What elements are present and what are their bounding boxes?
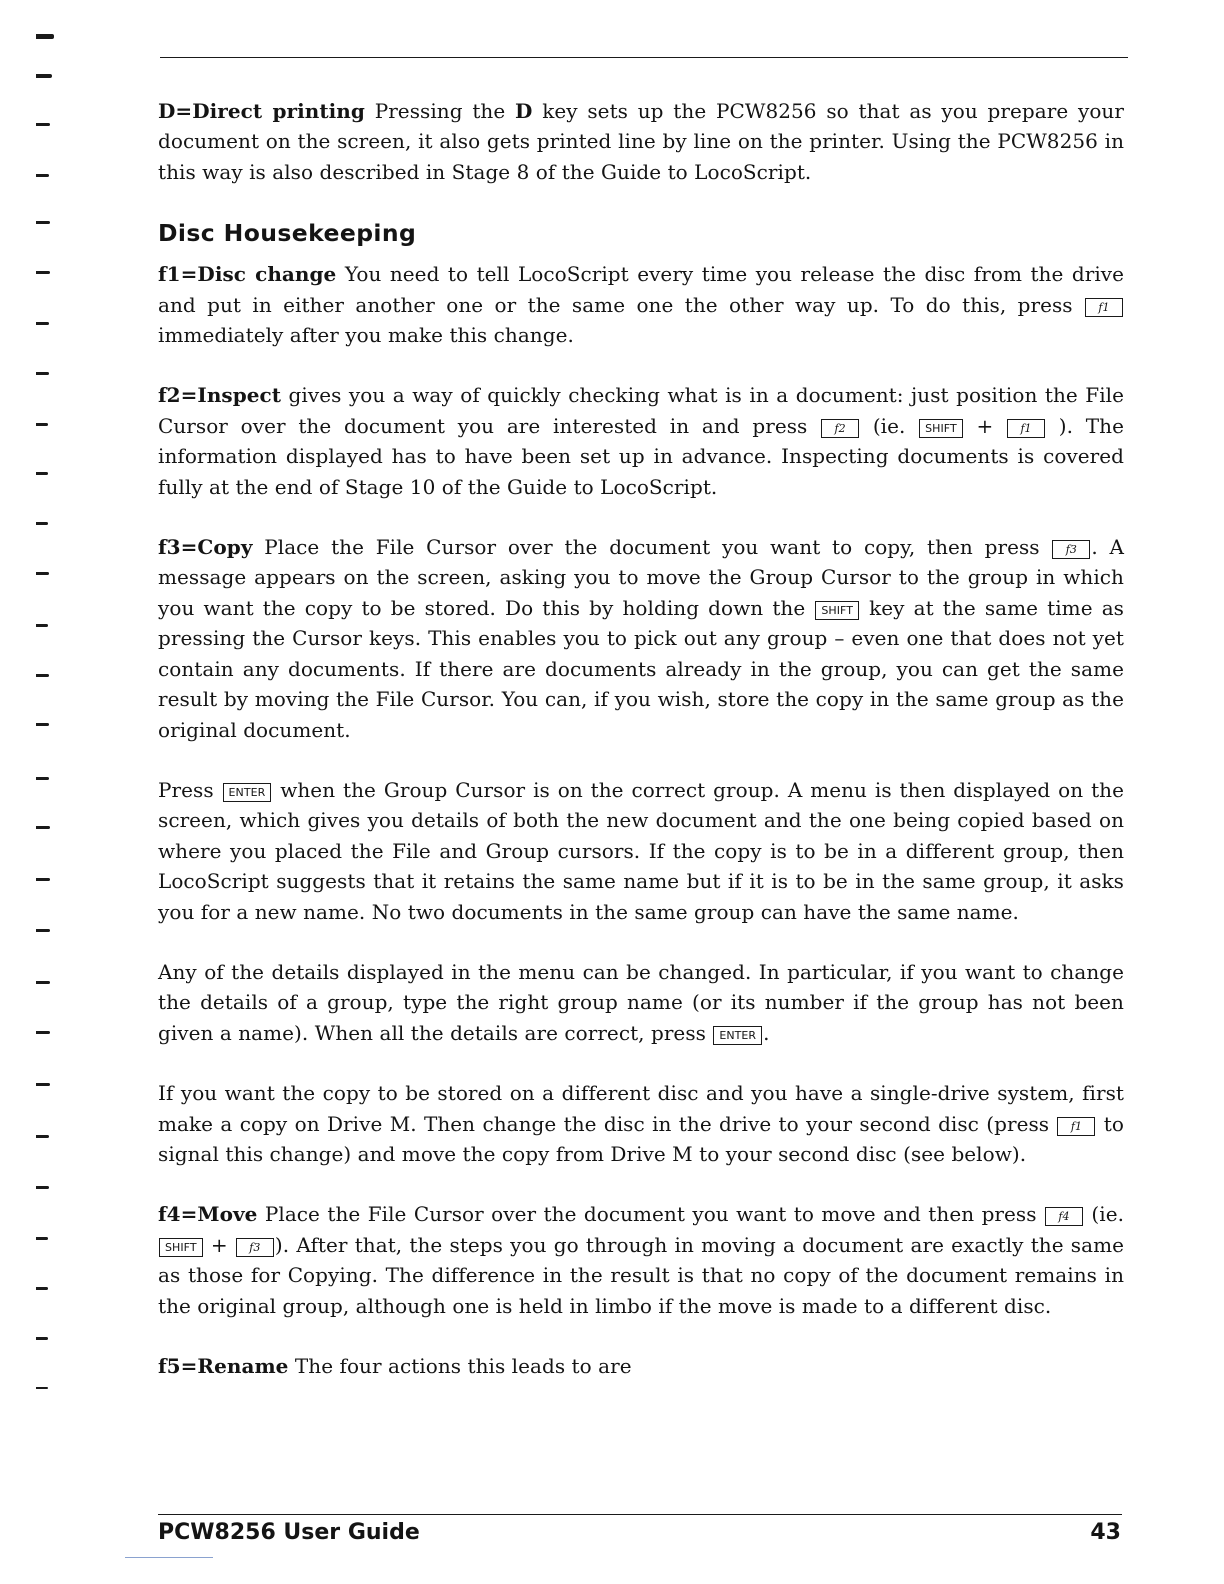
binding-mark [36, 423, 48, 426]
key-f1: f1 [1057, 1117, 1095, 1136]
binding-mark [36, 1083, 50, 1086]
paragraph-text: (ie. [860, 413, 919, 438]
binding-mark [36, 221, 50, 224]
binding-mark [36, 34, 54, 39]
paragraph-any-details [158, 957, 1124, 1048]
paragraph-direct-printing [158, 96, 1124, 187]
term-move: f4=Move [158, 1202, 258, 1227]
binding-mark [36, 74, 52, 78]
key-f3: f3 [236, 1238, 274, 1257]
paragraph-text: If you want the copy to be stored on a different disc and you have a single-drive system, first make a copy on Drive M. Then change the disc in the drive to your second disc (press [158, 1081, 1124, 1136]
binding-mark [36, 1186, 49, 1189]
footer-rule [158, 1514, 1122, 1515]
paragraph-text: . [763, 1020, 770, 1045]
paragraph-text: Place the File Cursor over the document you want to copy, then press [252, 535, 1052, 560]
binding-mark [36, 723, 49, 726]
term-direct-printing: D=Direct printing [158, 99, 365, 123]
binding-mark [36, 878, 50, 881]
binding-mark [36, 123, 50, 126]
page-body [158, 96, 1124, 1381]
term-disc-change: f1=Disc change [158, 262, 337, 287]
term-copy: f3=Copy [158, 535, 253, 560]
key-f4: f4 [1045, 1207, 1083, 1226]
d-key-label: D [515, 99, 533, 123]
page-number: 43 [1090, 1520, 1121, 1545]
paragraph-text: . A message appears on the screen, asking you to move the Group Cursor to the group in which you want the copy to be stored. Do this by holding down the [158, 535, 1124, 620]
paragraph-text: when the Group Cursor is on the correct group. A menu is then displayed on the screen, which gives you details of both the new document and the one being copied based on where you placed the File and Group cursors. If the copy is to be in a different group, then LocoScript suggests that it retains the same name but if it is to be in the same group, it asks you for a new name. No two documents in the same group can have the same name. [158, 777, 1124, 924]
paragraph-f1-disc-change [158, 259, 1124, 350]
key-f3: f3 [1052, 540, 1090, 559]
binding-mark [36, 1287, 48, 1290]
binding-mark [36, 271, 50, 274]
binding-mark [36, 372, 49, 375]
section-heading: Disc Housekeeping [158, 219, 417, 248]
paragraph-press-enter [158, 775, 1124, 927]
paragraph-text: ). After that, the steps you go through in moving a document are exactly the same as those for Copying. The difference in the result is that no copy of the document remains in the original group, although one is held in limbo if the move is made to a different disc. [158, 1232, 1124, 1318]
binding-mark [36, 1031, 50, 1034]
key-shift: SHIFT [159, 1238, 203, 1257]
key-shift: SHIFT [815, 601, 859, 620]
binding-mark [36, 1135, 49, 1138]
key-f1: f1 [1007, 419, 1045, 438]
paragraph-text: You need to tell LocoScript every time you release the disc from the drive and put in either another one or the same one the other way up. To do this, press [158, 262, 1125, 317]
binding-mark [36, 1387, 48, 1389]
paragraph-text: (ie. [1083, 1202, 1125, 1227]
binding-mark [36, 826, 50, 829]
footer-title: PCW8256 User Guide [158, 1520, 420, 1545]
paragraph-text: Place the File Cursor over the document you want to move and then press [257, 1202, 1044, 1227]
paragraph-text: to signal this change) and move the copy from Drive M to your second disc (see below). [158, 1111, 1124, 1166]
paragraph-different-disc [158, 1078, 1124, 1169]
binding-mark [36, 572, 49, 575]
key-enter: ENTER [223, 783, 272, 802]
paragraph-text: key sets up the PCW8256 so that as you prepare your document on the screen, it also gets printed line by line on the printer. Using the PCW8256 in this way is also described in Stage 8 of the Guide to LocoScript. [158, 99, 1124, 184]
binding-mark [36, 522, 48, 525]
binding-mark [36, 1337, 48, 1340]
key-f1: f1 [1085, 298, 1123, 317]
paragraph-text: The four actions this leads to are [288, 1354, 632, 1378]
binding-mark [36, 322, 49, 325]
paragraph-text: Any of the details displayed in the menu can be changed. In particular, if you want to change the details of a group, type the right group name (or its number if the group has not been given a name). When all the details are correct, press [158, 959, 1124, 1045]
term-rename: f5=Rename [158, 1354, 289, 1378]
paragraph-text: key at the same time as pressing the Cursor keys. This enables you to pick out any group – even one that does not yet contain any documents. If there are documents already in the group, you can get the same result by moving the File Cursor. You can, if you wish, store the copy in the same group as the original document. [158, 595, 1124, 742]
key-f2: f2 [821, 419, 859, 438]
paragraph-text: gives you a way of quickly checking what is in a document: just position the File Cursor over the document you are interested in and press [158, 383, 1124, 438]
plus-sign: + [203, 1232, 235, 1257]
paragraph-text: immediately after you make this change. [158, 323, 574, 348]
binding-mark [36, 929, 50, 932]
plus-sign: + [963, 413, 1007, 438]
binding-mark [36, 1237, 48, 1240]
binding-mark [36, 624, 48, 627]
paragraph-f4-move [158, 1199, 1124, 1321]
paragraph-f3-copy [158, 532, 1124, 745]
paragraph-text: ). The information displayed has to have been set up in advance. Inspecting documents is covered fully at the end of Stage 10 of the Guide to LocoScript. [158, 413, 1124, 499]
binding-mark [36, 472, 48, 475]
key-shift: SHIFT [919, 419, 963, 438]
binding-mark [36, 174, 49, 177]
paragraph-text: Pressing the [364, 99, 516, 123]
header-rule [160, 57, 1128, 58]
binding-mark [36, 674, 49, 677]
paragraph-text: Press [158, 777, 222, 802]
key-enter: ENTER [713, 1026, 762, 1045]
term-inspect: f2=Inspect [158, 383, 282, 408]
scan-artifact-line [125, 1557, 213, 1558]
binding-mark [36, 777, 49, 780]
paragraph-f2-inspect [158, 380, 1124, 502]
paragraph-f5-rename [158, 1351, 1124, 1381]
binding-edge-marks [36, 0, 56, 1584]
binding-mark [36, 981, 50, 984]
